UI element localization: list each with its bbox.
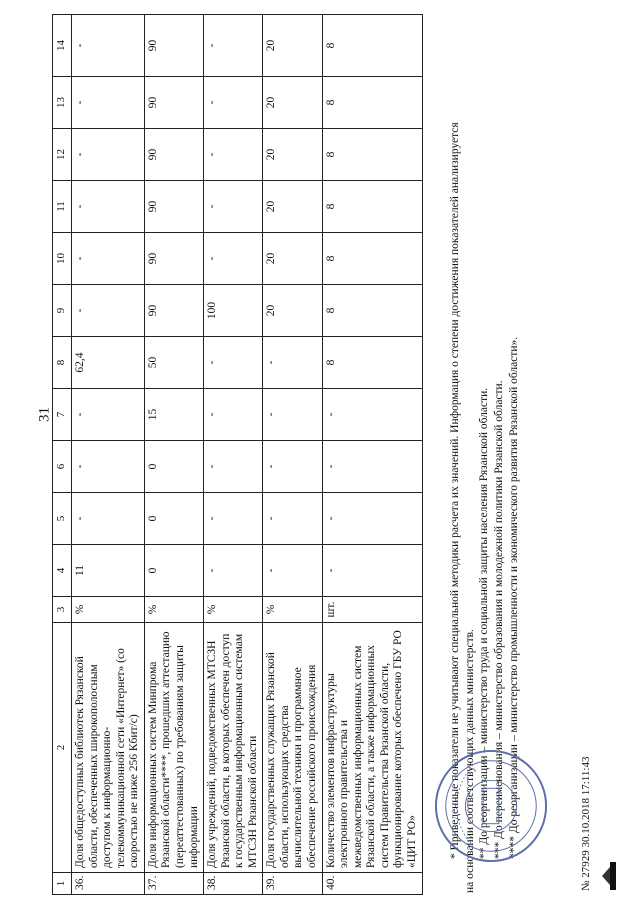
- column-header-10: 10: [53, 233, 72, 285]
- value-cell: -: [322, 545, 422, 597]
- value-cell: -: [204, 493, 263, 545]
- value-cell: -: [322, 441, 422, 493]
- value-cell: 90: [144, 233, 203, 285]
- value-cell: 90: [144, 181, 203, 233]
- value-cell: -: [72, 129, 145, 181]
- value-cell: 20: [263, 181, 322, 233]
- value-cell: -: [263, 389, 322, 441]
- value-cell: -: [72, 389, 145, 441]
- table-row: [72, 15, 145, 895]
- indicator-name: Количество элементов инфраструктуры электронного правительства и межведомственных информационных систем Рязанской области, а также информационных систем Правительства Рязанской области, функционирование которых обеспечено ГБУ РО «ЦИТ РО»: [322, 623, 422, 873]
- column-header-5: 5: [53, 493, 72, 545]
- column-header-7: 7: [53, 389, 72, 441]
- value-cell: -: [204, 15, 263, 77]
- value-cell: 8: [322, 15, 422, 77]
- row-number: 38.: [204, 873, 263, 895]
- footnote-4: **** До реорганизации – министерство промышленности и экономического развития Рязанской области».: [507, 336, 520, 859]
- value-cell: -: [72, 15, 145, 77]
- value-cell: 20: [263, 129, 322, 181]
- column-header-2: 2: [53, 623, 72, 873]
- value-cell: 8: [322, 337, 422, 389]
- column-header-3: 3: [53, 597, 72, 623]
- column-header-12: 12: [53, 129, 72, 181]
- official-seal: [432, 747, 550, 865]
- footnote-2: ** До реорганизации – министерство труда и социальной защиты населения Рязанской области.: [478, 387, 491, 859]
- value-cell: -: [72, 441, 145, 493]
- footnote-1-cont: на основании соответствующих данных министерств.: [463, 629, 476, 893]
- column-header-4: 4: [53, 545, 72, 597]
- table-row: [144, 15, 203, 895]
- row-number: 40.: [322, 873, 422, 895]
- value-cell: 0: [144, 441, 203, 493]
- column-header-8: 8: [53, 337, 72, 389]
- unit: %: [72, 597, 145, 623]
- unit: %: [263, 597, 322, 623]
- value-cell: 20: [263, 15, 322, 77]
- table-row: [204, 15, 263, 895]
- value-cell: 11: [72, 545, 145, 597]
- indicator-name: Доля информационных систем Минпрома Рязанской области****, прошедших аттестацию (переаттестованных) по требованиям защиты информации: [144, 623, 203, 873]
- value-cell: 100: [204, 285, 263, 337]
- column-header-1: 1: [53, 873, 72, 895]
- value-cell: -: [204, 181, 263, 233]
- value-cell: 20: [263, 77, 322, 129]
- document-number: № 27929 30.10.2018 17:11:43: [580, 756, 592, 891]
- value-cell: -: [204, 129, 263, 181]
- table-row: [263, 15, 322, 895]
- value-cell: 15: [144, 389, 203, 441]
- page-number: 31: [36, 407, 53, 422]
- value-cell: 0: [144, 493, 203, 545]
- value-cell: 8: [322, 129, 422, 181]
- value-cell: -: [263, 337, 322, 389]
- unit: %: [204, 597, 263, 623]
- value-cell: -: [72, 233, 145, 285]
- column-header-6: 6: [53, 441, 72, 493]
- footnote-1: * Приведенные показатели не учитывают специальной методики расчета их значений. Информация о степени достижения показателей анализируется: [449, 122, 461, 859]
- table-row: [322, 15, 422, 895]
- barcode-logo: [600, 861, 618, 891]
- indicator-name: Доля государственных служащих Рязанской области, использующих средства вычислительной техники и программное обеспечение российского происхождения: [263, 623, 322, 873]
- column-header-14: 14: [53, 15, 72, 77]
- value-cell: 20: [263, 233, 322, 285]
- indicator-name: Доля общедоступных библиотек Рязанской области, обеспеченных широкополосным доступом к информационно-телекоммуникационной сети «Интернет» (со скоростью не ниже 256 Кбит/с): [72, 623, 145, 873]
- unit: %: [144, 597, 203, 623]
- column-header-9: 9: [53, 285, 72, 337]
- value-cell: -: [72, 285, 145, 337]
- value-cell: 8: [322, 285, 422, 337]
- value-cell: 62,4: [72, 337, 145, 389]
- value-cell: 90: [144, 15, 203, 77]
- footnote-3: *** До переименования – министерство образования и молодежной политики Рязанской области.: [493, 380, 506, 859]
- value-cell: -: [204, 545, 263, 597]
- value-cell: -: [204, 441, 263, 493]
- value-cell: 90: [144, 129, 203, 181]
- value-cell: -: [72, 181, 145, 233]
- row-number: 37.: [144, 873, 203, 895]
- row-number: 36.: [72, 873, 145, 895]
- column-header-13: 13: [53, 77, 72, 129]
- indicator-name: Доля учреждений, подведомственных МТСЗН Рязанской области, в которых обеспечен доступ к государственным информационным системам МТСЗН Рязанской области: [204, 623, 263, 873]
- value-cell: -: [72, 493, 145, 545]
- value-cell: -: [72, 77, 145, 129]
- value-cell: -: [322, 389, 422, 441]
- value-cell: -: [322, 493, 422, 545]
- value-cell: -: [204, 77, 263, 129]
- value-cell: -: [263, 441, 322, 493]
- value-cell: -: [263, 493, 322, 545]
- value-cell: -: [204, 389, 263, 441]
- indicators-table: [52, 15, 423, 895]
- value-cell: 8: [322, 181, 422, 233]
- value-cell: -: [263, 545, 322, 597]
- value-cell: 20: [263, 285, 322, 337]
- value-cell: 50: [144, 337, 203, 389]
- column-header-11: 11: [53, 181, 72, 233]
- value-cell: 0: [144, 545, 203, 597]
- value-cell: -: [204, 337, 263, 389]
- value-cell: 8: [322, 233, 422, 285]
- value-cell: 90: [144, 285, 203, 337]
- row-number: 39.: [263, 873, 322, 895]
- value-cell: 8: [322, 77, 422, 129]
- unit: шт.: [322, 597, 422, 623]
- value-cell: -: [204, 233, 263, 285]
- value-cell: 90: [144, 77, 203, 129]
